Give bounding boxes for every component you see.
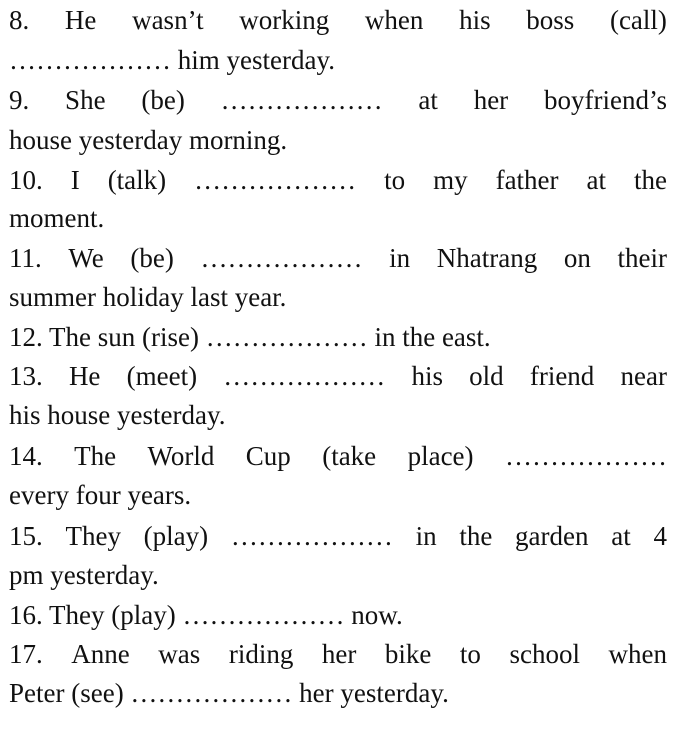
item-9-line-1 (9, 80, 667, 120)
word: on (563, 243, 591, 273)
word: old (469, 361, 504, 391)
word: (play) (143, 521, 209, 551)
word: their (617, 243, 667, 273)
word: to (459, 639, 481, 669)
word: The (74, 441, 117, 471)
answer-blank: ……………… (200, 243, 363, 273)
word: They (65, 521, 121, 551)
item-15-line-1 (9, 516, 667, 556)
word: World (147, 441, 215, 471)
word: 8. (9, 5, 30, 35)
word: the (459, 521, 493, 551)
word: boss (526, 5, 575, 35)
item-17-line-2: Peter (see) ……………… her yesterday. (9, 678, 449, 708)
word: Cup (245, 441, 291, 471)
word: wasn’t (132, 5, 204, 35)
word: in (389, 243, 411, 273)
word: at (611, 521, 631, 551)
answer-blank: ……………… (194, 165, 357, 195)
word: her (321, 639, 357, 669)
word: to (384, 165, 406, 195)
item-14-line-1 (9, 436, 667, 476)
word: (talk) (107, 165, 167, 195)
word: father (495, 165, 559, 195)
word: 15. (9, 521, 43, 551)
answer-blank: ……………… (220, 85, 383, 115)
word: friend (529, 361, 595, 391)
word: 17. (9, 639, 43, 669)
word: his (459, 5, 491, 35)
word: (meet) (126, 361, 198, 391)
word: 4 (653, 521, 667, 551)
item-16-line-1: 16. They (play) ……………… now. (9, 600, 403, 630)
word: 13. (9, 361, 43, 391)
item-9-line-2: house yesterday morning. (9, 125, 288, 155)
word: (take (322, 441, 377, 471)
word: riding (228, 639, 294, 669)
word: my (433, 165, 468, 195)
word: Nhatrang (436, 243, 538, 273)
word: at (418, 85, 438, 115)
word: his (411, 361, 443, 391)
word: in (415, 521, 437, 551)
word: He (64, 5, 97, 35)
word: school (509, 639, 580, 669)
word: when (364, 5, 424, 35)
word: was (158, 639, 201, 669)
word: 10. (9, 165, 43, 195)
word: near (620, 361, 667, 391)
word: I (70, 165, 80, 195)
word: garden (515, 521, 589, 551)
word: at (586, 165, 606, 195)
item-13-line-2: his house yesterday. (9, 400, 226, 430)
answer-blank: ……………… (223, 361, 386, 391)
word: He (68, 361, 101, 391)
word: (be) (130, 243, 174, 273)
word: (be) (141, 85, 185, 115)
item-11-line-2: summer holiday last year. (9, 282, 287, 312)
item-17-line-1 (9, 634, 667, 674)
word: 9. (9, 85, 30, 115)
word: her (473, 85, 509, 115)
item-15-line-2: pm yesterday. (9, 560, 159, 590)
answer-blank: ……………… (504, 441, 667, 471)
word: the (633, 165, 667, 195)
item-8-line-2: ……………… him yesterday. (9, 45, 335, 75)
item-10-line-2: moment. (9, 203, 105, 233)
word: when (608, 639, 667, 669)
word: (call) (609, 5, 667, 35)
answer-blank: ……………… (230, 521, 393, 551)
item-12-line-1: 12. The sun (rise) ……………… in the east. (9, 322, 491, 352)
word: place) (407, 441, 474, 471)
word: 11. (9, 243, 42, 273)
item-13-line-1 (9, 356, 667, 396)
item-11-line-1 (9, 238, 667, 278)
word: 14. (9, 441, 43, 471)
item-10-line-1 (9, 160, 667, 200)
item-8-line-1 (9, 0, 667, 40)
item-14-line-2: every four years. (9, 480, 192, 510)
word: Anne (71, 639, 130, 669)
word: boyfriend’s (543, 85, 667, 115)
word: bike (384, 639, 432, 669)
word: She (65, 85, 106, 115)
word: We (68, 243, 104, 273)
word: working (239, 5, 330, 35)
